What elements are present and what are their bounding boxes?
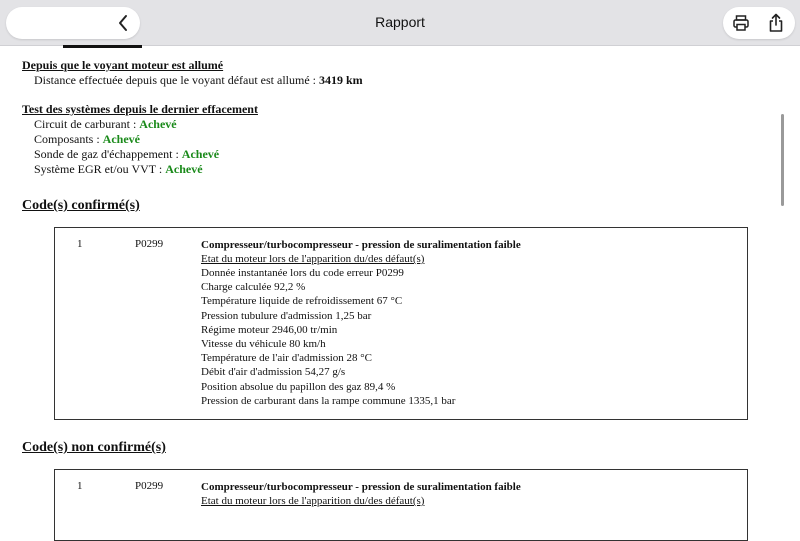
mil-distance-line	[22, 73, 762, 88]
share-button[interactable]	[760, 7, 792, 39]
test-item-status: Achevé	[181, 147, 220, 161]
vertical-scrollbar[interactable]	[781, 114, 784, 206]
printer-icon	[732, 14, 750, 32]
dtc-index: 1	[77, 480, 83, 492]
back-pill	[6, 7, 140, 39]
selected-tab-indicator	[63, 45, 142, 48]
confirmed-codes-heading: Code(s) confirmé(s)	[22, 198, 140, 213]
test-item-status: Achevé	[165, 162, 203, 176]
dtc-code: P0299	[135, 238, 164, 250]
freeze-frame-value: Vitesse du véhicule 80 km/h	[201, 338, 326, 351]
test-item	[22, 117, 762, 132]
print-button[interactable]	[725, 7, 757, 39]
test-item	[22, 147, 762, 162]
freeze-frame-value: Température de l'air d'admission 28 °C	[201, 352, 373, 365]
dtc-details	[201, 238, 741, 408]
freeze-frame-value: Température liquide de refroidissement 67 °C	[201, 295, 403, 308]
report-content	[22, 58, 762, 177]
mil-section-heading: Depuis que le voyant moteur est allumé	[22, 58, 224, 72]
distance-value: 3419 km	[319, 73, 363, 87]
freeze-frame-value: Position absolue du papillon des gaz 89,4 %	[201, 380, 396, 393]
freeze-frame-value: Débit d'air d'admission 54,27 g/s	[201, 366, 346, 379]
test-item-label: Sonde de gaz d'échappement :	[34, 147, 179, 161]
test-item	[22, 132, 762, 147]
test-item-status: Achevé	[102, 132, 140, 146]
confirmed-code-card	[54, 227, 748, 420]
navigation-bar	[0, 0, 800, 46]
test-item-label: Système EGR et/ou VVT :	[34, 162, 163, 176]
test-item-label: Composants :	[34, 132, 100, 146]
actions-pill	[723, 7, 795, 39]
freeze-frame-value: Pression tubulure d'admission 1,25 bar	[201, 309, 372, 322]
dtc-title: Compresseur/turbocompresseur - pression de suralimentation faible	[201, 239, 521, 251]
test-item	[22, 162, 762, 177]
dtc-details	[201, 480, 741, 508]
distance-label: Distance effectuée depuis que le voyant défaut est allumé :	[34, 73, 316, 87]
test-item-status: Achevé	[139, 117, 177, 131]
unconfirmed-code-card	[54, 469, 748, 541]
unconfirmed-codes-heading: Code(s) non confirmé(s)	[22, 440, 166, 455]
chevron-left-icon	[117, 14, 129, 32]
freeze-frame-value: Pression de carburant dans la rampe commune 1335,1 bar	[201, 394, 456, 407]
freeze-frame-value: Régime moteur 2946,00 tr/min	[201, 323, 338, 336]
freeze-frame-heading: Etat du moteur lors de l'apparition du/des défaut(s)	[201, 495, 425, 507]
share-icon	[767, 13, 785, 33]
dtc-title: Compresseur/turbocompresseur - pression de suralimentation faible	[201, 481, 521, 493]
dtc-index: 1	[77, 238, 83, 250]
freeze-frame-heading: Etat du moteur lors de l'apparition du/des défaut(s)	[201, 253, 425, 265]
back-button[interactable]	[107, 7, 139, 39]
test-item-label: Circuit de carburant :	[34, 117, 137, 131]
freeze-frame-value: Charge calculée 92,2 %	[201, 281, 306, 294]
tests-section-heading: Test des systèmes depuis le dernier effacement	[22, 102, 258, 116]
dtc-code: P0299	[135, 480, 164, 492]
freeze-frame-value: Donnée instantanée lors du code erreur P0299	[201, 267, 404, 279]
page-title: Rapport	[375, 14, 425, 30]
